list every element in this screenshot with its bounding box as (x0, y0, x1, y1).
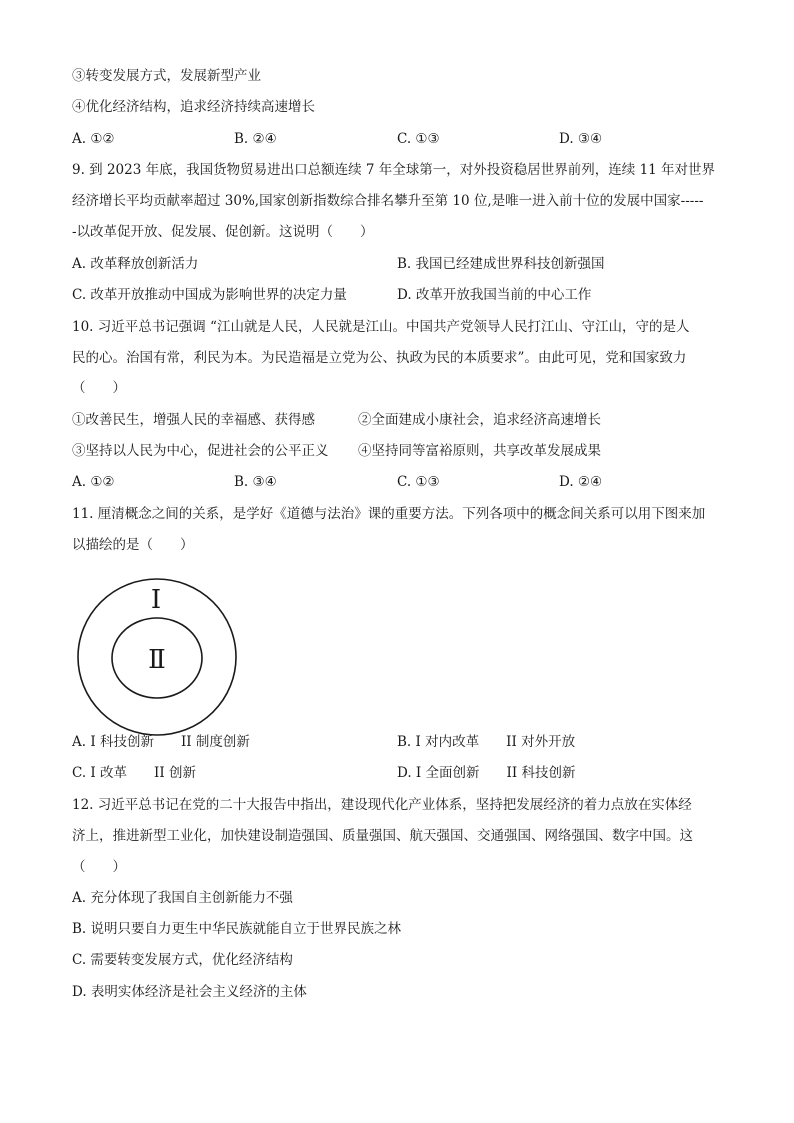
q11-option-a: A. I 科技创新 II 制度创新 (72, 734, 250, 750)
q8-option-a: A. ①② (72, 131, 115, 147)
q12-option-d: D. 表明实体经济是社会主义经济的主体 (72, 984, 307, 1000)
q9-option-c: C. 改革开放推动中国成为影响世界的决定力量 (72, 287, 347, 303)
q10-item-4: ④坚持同等富裕原则，共享改革发展成果 (358, 443, 601, 459)
q10-item-1: ①改善民生，增强人民的幸福感、获得感 (72, 412, 315, 428)
q12-stem-line-2: 济上，推进新型工业化，加快建设制造强国、质量强国、航天强国、交通强国、网络强国、数字中国。这 (72, 828, 693, 844)
q10-option-d: D. ②④ (559, 474, 603, 490)
q10-option-a: A. ①② (72, 474, 115, 490)
outer-circle-label: I (150, 585, 162, 615)
q9-option-d: D. 改革开放我国当前的中心工作 (397, 287, 592, 303)
q8-option-c: C. ①③ (397, 131, 440, 147)
q11-stem-line-2: 以描绘的是（ ） (72, 537, 194, 553)
q9-stem-line-3: -以改革促开放、促发展、促创新。这说明（ ） (72, 224, 374, 240)
q12-option-b: B. 说明只要自力更生中华民族就能自立于世界民族之林 (72, 921, 402, 937)
q9-stem-line-2: 经济增长平均贡献率超过 30%,国家创新指数综合排名攀升至第 10 位,是唯一进入前十位的发展中国家----- (72, 193, 704, 209)
q12-option-c: C. 需要转变发展方式，优化经济结构 (72, 952, 293, 968)
inner-circle-label: Ⅱ (148, 645, 166, 675)
q11-option-d: D. I 全面创新 II 科技创新 (397, 765, 576, 781)
q9-option-a: A. 改革释放创新活力 (72, 256, 199, 272)
q8-option-b: B. ②④ (234, 131, 277, 147)
q10-stem-line-1: 10. 习近平总书记强调 “江山就是人民，人民就是江山。中国共产党领导人民打江山、守江山，守的是人 (72, 319, 690, 335)
q11-stem-line-1: 11. 厘清概念之间的关系，是学好《道德与法治》课的重要方法。下列各项中的概念间关系可以用下图来加 (72, 506, 706, 522)
q10-option-c: C. ①③ (397, 474, 440, 490)
q12-stem-line-3: （ ） (72, 859, 126, 875)
q8-item-3: ③转变发展方式，发展新型产业 (72, 68, 261, 84)
q10-stem-line-2: 民的心。治国有常，利民为本。为民造福是立党为公、执政为民的本质要求”。由此可见，党和国家致力 (72, 350, 687, 366)
q10-item-2: ②全面建成小康社会，追求经济高速增长 (358, 412, 601, 428)
q12-option-a: A. 充分体现了我国自主创新能力不强 (72, 890, 293, 906)
q9-option-b: B. 我国已经建成世界科技创新强国 (397, 256, 605, 272)
q12-stem-line-1: 12. 习近平总书记在党的二十大报告中指出，建设现代化产业体系，坚持把发展经济的着力点放在实体经 (72, 797, 692, 813)
concept-relation-diagram (76, 577, 238, 737)
q8-item-4: ④优化经济结构，追求经济持续高速增长 (72, 99, 315, 115)
q10-option-b: B. ③④ (234, 474, 277, 490)
q11-option-c: C. I 改革 II 创新 (72, 765, 197, 781)
q8-option-d: D. ③④ (559, 131, 603, 147)
q11-option-b: B. I 对内改革 II 对外开放 (397, 734, 576, 750)
q10-stem-line-3: （ ） (72, 380, 126, 396)
q9-stem-line-1: 9. 到 2023 年底，我国货物贸易进出口总额连续 7 年全球第一，对外投资稳居世界前列，连续 11 年对世界 (72, 162, 716, 178)
q10-item-3: ③坚持以人民为中心，促进社会的公平正义 (72, 443, 329, 459)
